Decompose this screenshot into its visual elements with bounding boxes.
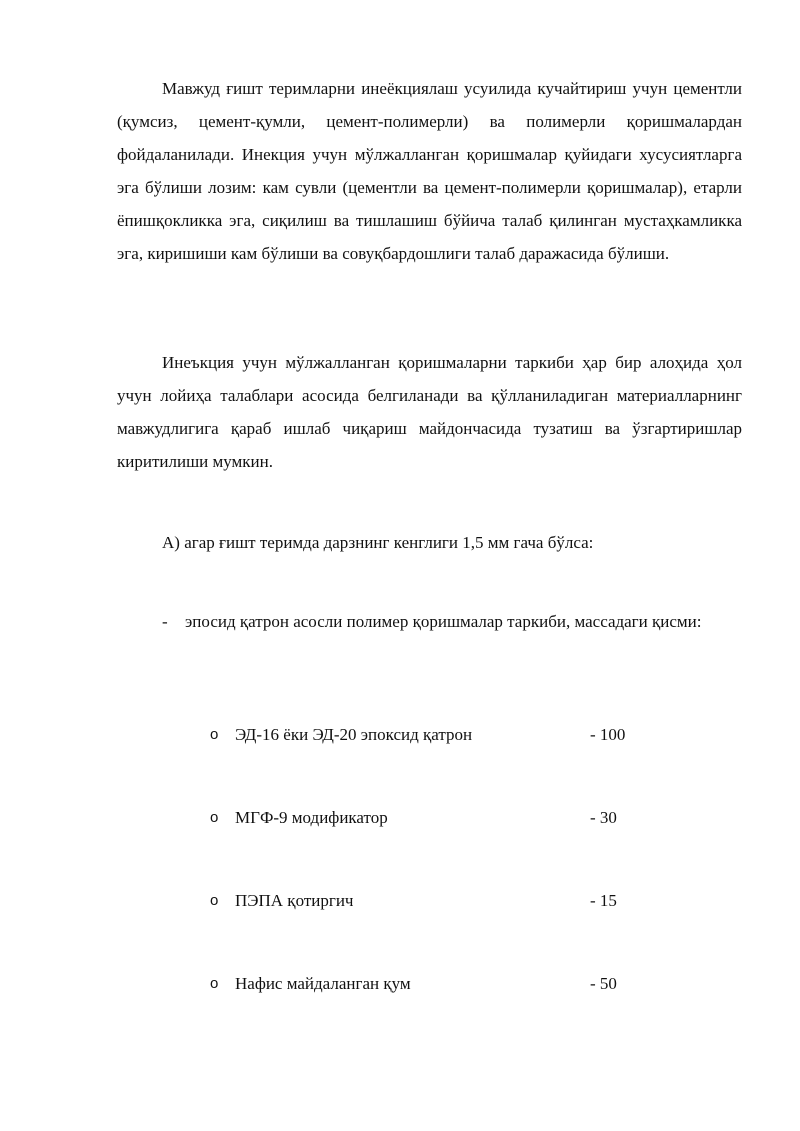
component-row — [210, 886, 650, 916]
component-value: - 15 — [590, 891, 617, 910]
component-name: ЭД-16 ёки ЭД-20 эпоксид қатрон — [235, 725, 473, 744]
paragraph-mortar-composition: Инеъкция учун мўлжалланган қоришмаларни таркиби ҳар бир алоҳида ҳол учун лойиҳа талаблари асосида белгиланади ва қўлланиладиган материалларнинг мавжудлигига қараб ишлаб чиқариш майдончасида тузатиш ва ўзгартиришлар киритилиши мумкин. — [117, 353, 742, 471]
component-name: ПЭПА қотиргич — [235, 891, 354, 910]
section-a-heading: А) агар ғишт теримда дарзнинг кенглиги 1,5 мм гача бўлса: — [162, 533, 594, 552]
list-bullet: o — [210, 809, 219, 826]
component-name: МГФ-9 модификатор — [235, 808, 388, 827]
dash-marker: - — [162, 612, 168, 631]
component-row — [210, 803, 650, 833]
list-bullet: o — [210, 975, 219, 992]
component-row — [210, 969, 650, 999]
component-value: - 30 — [590, 808, 617, 827]
list-bullet: o — [210, 892, 219, 909]
dash-list-text: эпосид қатрон асосли полимер қоришмалар таркиби, массадаги қисми: — [185, 612, 702, 631]
component-name: Нафис майдаланган қум — [235, 974, 411, 993]
component-row — [210, 720, 650, 750]
component-value: - 50 — [590, 974, 617, 993]
component-value: - 100 — [590, 725, 626, 744]
paragraph-injection-mortars: Мавжуд ғишт теримларни инеёкциялаш усуилида кучайтириш учун цементли (қумсиз, цемент-қумли, цемент-полимерли) ва полимерли қоришмалардан фойдаланилади. Инекция учун мўлжалланган қоришмалар қуйидаги хусусиятларга эга бўлиши лозим: кам сувли (цементли ва цемент-полимерли қоришмалар), етарли ёпишқокликка эга, сиқилиш ва тишлашиш бўйича талаб қилинган мустаҳкамликка эга, киришиши кам бўлиши ва совуқбардошлиги талаб даражасида бўлиши. — [117, 79, 742, 263]
list-bullet: o — [210, 726, 219, 743]
